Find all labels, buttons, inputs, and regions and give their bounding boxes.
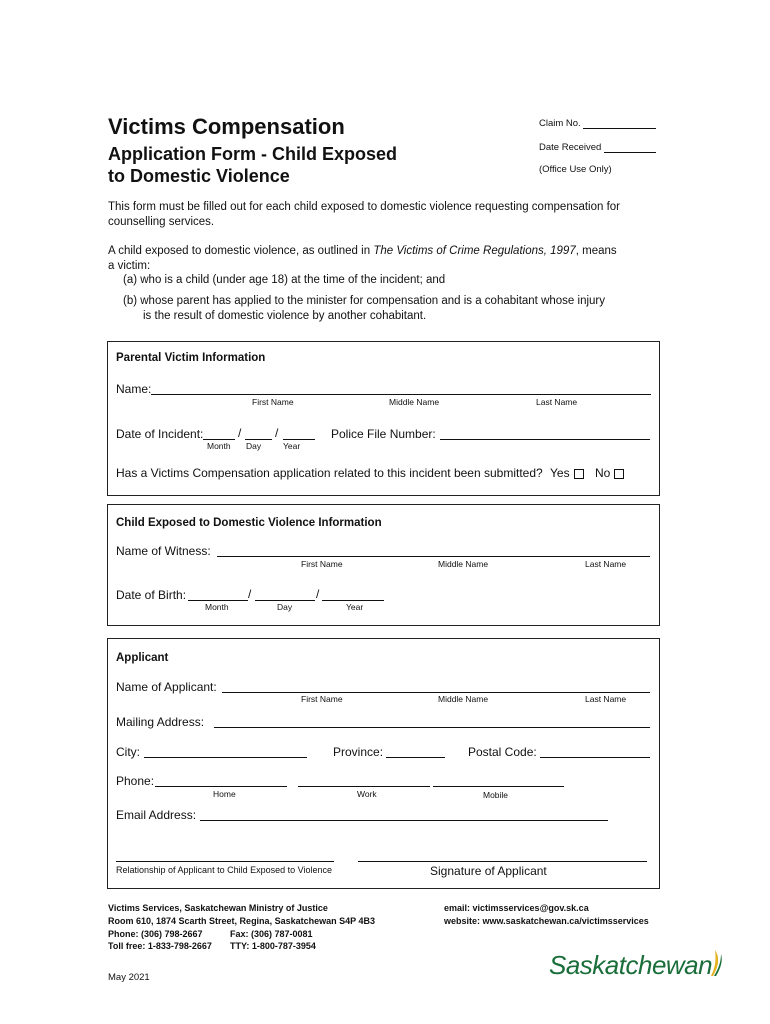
parental-last-name-caption: Last Name <box>536 397 578 407</box>
home-phone-caption: Home <box>213 789 236 799</box>
relationship-field[interactable] <box>116 861 334 862</box>
wheat-icon <box>701 946 725 982</box>
mailing-address-field[interactable] <box>214 727 650 728</box>
footer-address: Room 610, 1874 Scarth Street, Regina, Saskatchewan S4P 4B3 <box>108 916 375 926</box>
child-heading: Child Exposed to Domestic Violence Information <box>116 517 382 529</box>
saskatchewan-wordmark: Saskatchewan <box>549 950 713 980</box>
subtitle-line-2: to Domestic Violence <box>108 166 290 186</box>
birth-month-field[interactable] <box>188 600 248 601</box>
intro-p2-line2: a victim: <box>108 260 151 272</box>
incident-date-label: Date of Incident: <box>116 427 204 441</box>
birth-date-slash-1: / <box>248 587 252 601</box>
birth-year-field[interactable] <box>322 600 384 601</box>
yes-label: Yes <box>550 466 570 480</box>
relationship-caption: Relationship of Applicant to Child Exposed to Violence <box>116 865 332 875</box>
intro-item-b <box>123 294 683 324</box>
incident-day-field[interactable] <box>245 439 272 440</box>
signature-field[interactable] <box>358 861 647 862</box>
birth-day-caption: Day <box>277 602 293 612</box>
footer-fax: Fax: (306) 787-0081 <box>230 929 313 939</box>
applicant-middle-name-caption: Middle Name <box>438 694 489 704</box>
parental-name-field[interactable] <box>151 394 651 395</box>
home-phone-field[interactable] <box>155 786 287 787</box>
footer-website[interactable]: website: www.saskatchewan.ca/victimsservices <box>444 916 649 926</box>
footer-phone: Phone: (306) 798-2667 <box>108 929 203 939</box>
intro-p1-line2: counselling services. <box>108 216 215 228</box>
incident-month-caption: Month <box>207 441 231 451</box>
postal-code-label: Postal Code: <box>468 745 537 759</box>
saskatchewan-logo <box>549 948 729 984</box>
intro-p2-pre: A child exposed to domestic violence, as outlined in <box>108 245 374 257</box>
claim-no-label: Claim No. <box>539 118 581 129</box>
signature-caption: Signature of Applicant <box>430 864 547 878</box>
birth-day-field[interactable] <box>255 600 315 601</box>
prior-application-question <box>116 466 624 480</box>
parental-heading: Parental Victim Information <box>116 352 266 364</box>
incident-date-slash-2: / <box>275 426 279 440</box>
police-file-label: Police File Number: <box>331 427 436 441</box>
birth-month-caption: Month <box>205 602 229 612</box>
province-label: Province: <box>333 745 384 759</box>
mobile-phone-caption: Mobile <box>483 790 509 800</box>
witness-last-name-caption: Last Name <box>585 559 627 569</box>
witness-middle-name-caption: Middle Name <box>438 559 489 569</box>
intro-item-b-line1: (b) whose parent has applied to the minister for compensation and is a cohabitant whose injury <box>123 295 605 307</box>
birth-date-label: Date of Birth: <box>116 588 187 602</box>
intro-p2-post: , means <box>575 245 617 257</box>
witness-name-field[interactable] <box>217 556 650 557</box>
applicant-name-field[interactable] <box>222 692 650 693</box>
work-phone-field[interactable] <box>298 786 430 787</box>
birth-date-slash-2: / <box>316 587 320 601</box>
office-use-note: (Office Use Only) <box>539 164 612 175</box>
yes-checkbox[interactable] <box>574 469 584 479</box>
incident-year-field[interactable] <box>283 439 315 440</box>
intro-p1-line1: This form must be filled out for each child exposed to domestic violence requesting compensation for <box>108 201 621 213</box>
incident-date-slash-1: / <box>238 426 242 440</box>
parental-middle-name-caption: Middle Name <box>389 397 440 407</box>
form-subtitle <box>108 143 438 187</box>
intro-paragraph-2 <box>108 244 668 274</box>
city-field[interactable] <box>144 757 307 758</box>
claim-no-field[interactable] <box>583 128 656 129</box>
no-label: No <box>594 466 611 480</box>
police-file-field[interactable] <box>440 439 650 440</box>
witness-name-label: Name of Witness: <box>116 544 211 558</box>
parental-first-name-caption: First Name <box>252 397 294 407</box>
prior-application-text: Has a Victims Compensation application related to this incident been submitted? <box>116 466 543 480</box>
parental-name-label: Name: <box>116 382 152 396</box>
intro-item-b-line2: is the result of domestic violence by another cohabitant. <box>143 310 427 322</box>
incident-year-caption: Year <box>283 441 301 451</box>
applicant-last-name-caption: Last Name <box>585 694 627 704</box>
footer-org: Victims Services, Saskatchewan Ministry of Justice <box>108 903 328 913</box>
form-revision-date: May 2021 <box>108 972 150 983</box>
postal-code-field[interactable] <box>540 757 650 758</box>
phone-label: Phone: <box>116 774 155 788</box>
mobile-phone-field[interactable] <box>433 786 564 787</box>
mailing-address-label: Mailing Address: <box>116 715 205 729</box>
incident-day-caption: Day <box>246 441 262 451</box>
email-address-label: Email Address: <box>116 808 197 822</box>
incident-month-field[interactable] <box>203 439 235 440</box>
form-title: Victims Compensation <box>108 114 345 139</box>
footer-tollfree: Toll free: 1-833-798-2667 <box>108 941 212 951</box>
email-address-field[interactable] <box>200 820 608 821</box>
footer-email[interactable]: email: victimsservices@gov.sk.ca <box>444 903 589 913</box>
intro-paragraph-1 <box>108 200 668 230</box>
applicant-section <box>107 638 660 889</box>
applicant-heading: Applicant <box>116 652 169 664</box>
subtitle-line-1: Application Form - Child Exposed <box>108 144 398 164</box>
birth-year-caption: Year <box>346 602 364 612</box>
applicant-name-label: Name of Applicant: <box>116 680 217 694</box>
date-received-field[interactable] <box>604 152 656 153</box>
applicant-first-name-caption: First Name <box>301 694 343 704</box>
city-label: City: <box>116 745 140 759</box>
no-checkbox[interactable] <box>614 469 624 479</box>
work-phone-caption: Work <box>357 789 377 799</box>
province-field[interactable] <box>386 757 445 758</box>
date-received-label: Date Received <box>539 142 602 153</box>
regulations-title: The Victims of Crime Regulations, 1997 <box>373 245 576 257</box>
witness-first-name-caption: First Name <box>301 559 343 569</box>
footer-tty: TTY: 1-800-787-3954 <box>230 941 316 951</box>
intro-item-a: (a) who is a child (under age 18) at the time of the incident; and <box>123 274 446 286</box>
intro-p2-line1 <box>108 244 668 259</box>
